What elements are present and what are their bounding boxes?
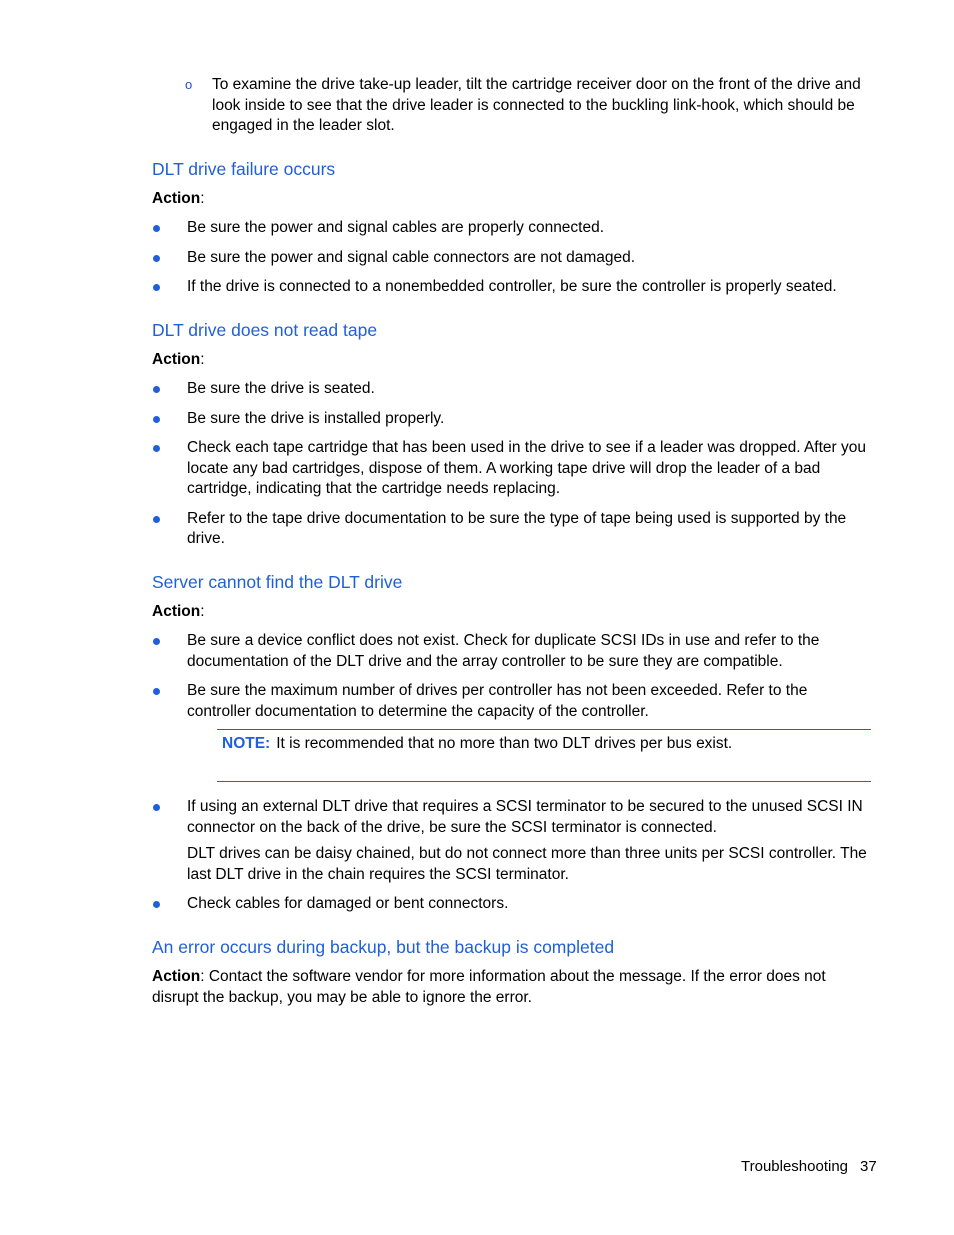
list-item: Be sure the power and signal cable connectors are not damaged. [152,248,868,269]
list-item: If the drive is connected to a nonembedded controller, be sure the controller is properly seated. [152,277,868,298]
list-item: Refer to the tape drive documentation to be sure the type of tape being used is supported by the drive. [152,509,868,550]
note-box [217,729,871,782]
list-item-extra-paragraph: DLT drives can be daisy chained, but do not connect more than three units per SCSI controller. The last DLT drive in the chain requires the SCSI terminator. [187,845,867,883]
sub-bullet-text: To examine the drive take-up leader, tilt the cartridge receiver door on the front of the drive and look inside to see that the drive leader is connected to the buckling link-hook, which should be engaged in the leader slot. [212,76,861,134]
list-item: Check cables for damaged or bent connectors. [152,894,868,915]
action-label: Action: [152,603,205,620]
note-content [222,734,732,755]
section-heading-dlt-drive-does-not-read-tape: DLT drive does not read tape [152,320,378,340]
list-item: If using an external DLT drive that requires a SCSI terminator to be secured to the unused SCSI IN connector on the back of the drive, be sure the SCSI terminator is connected. DLT drives can be daisy chained, but do not connect more than three units per SCSI controller. The last DLT drive in the chain requires the SCSI terminator. [152,797,868,885]
list-item: Be sure the drive is installed properly. [152,409,868,430]
bullet-dot-icon [153,255,160,262]
note-label: NOTE: [222,735,271,752]
bullet-dot-icon [153,901,160,908]
list-item: Be sure the maximum number of drives per controller has not been exceeded. Refer to the controller documentation to determine the capacity of the controller. [152,681,868,722]
list-item: Be sure a device conflict does not exist. Check for duplicate SCSI IDs in use and refer to the documentation of the DLT drive and the array controller to be sure they are compatible. [152,631,868,672]
bullet-list [152,631,868,731]
action-label: Action: [152,351,205,368]
bullet-dot-icon [153,386,160,393]
bullet-dot-icon [153,445,160,452]
action-paragraph: Action: Contact the software vendor for more information about the message. If the error does not disrupt the backup, you may be able to ignore the error. [152,968,826,1006]
footer-section-name: Troubleshooting [741,1158,849,1175]
list-item: Be sure the drive is seated. [152,379,868,400]
action-label: Action: [152,190,205,207]
sub-bullet-item [187,75,867,137]
bullet-dot-icon [153,225,160,232]
bullet-list [152,797,868,924]
section-heading-dlt-drive-failure: DLT drive failure occurs [152,159,336,179]
bullet-list [152,218,868,307]
bullet-dot-icon [153,516,160,523]
bullet-dot-icon [153,416,160,423]
bullet-dot-icon [153,804,160,811]
bullet-dot-icon [153,688,160,695]
list-item: Be sure the power and signal cables are properly connected. [152,218,868,239]
circle-bullet-icon: o [185,77,193,92]
section-heading-server-cannot-find-dlt-drive: Server cannot find the DLT drive [152,572,403,592]
list-item: Check each tape cartridge that has been used in the drive to see if a leader was dropped. After you locate any bad cartridges, dispose of them. A working tape drive will drop the leader of a bad cartridge, indicating that the cartridge needs replacing. [152,438,868,500]
bullet-list [152,379,868,559]
bullet-dot-icon [153,638,160,645]
note-text: It is recommended that no more than two DLT drives per bus exist. [276,735,733,752]
section-heading-error-during-backup: An error occurs during backup, but the backup is completed [152,937,615,957]
bullet-dot-icon [153,284,160,291]
page-footer [741,1157,877,1178]
page-number: 37 [860,1158,877,1175]
